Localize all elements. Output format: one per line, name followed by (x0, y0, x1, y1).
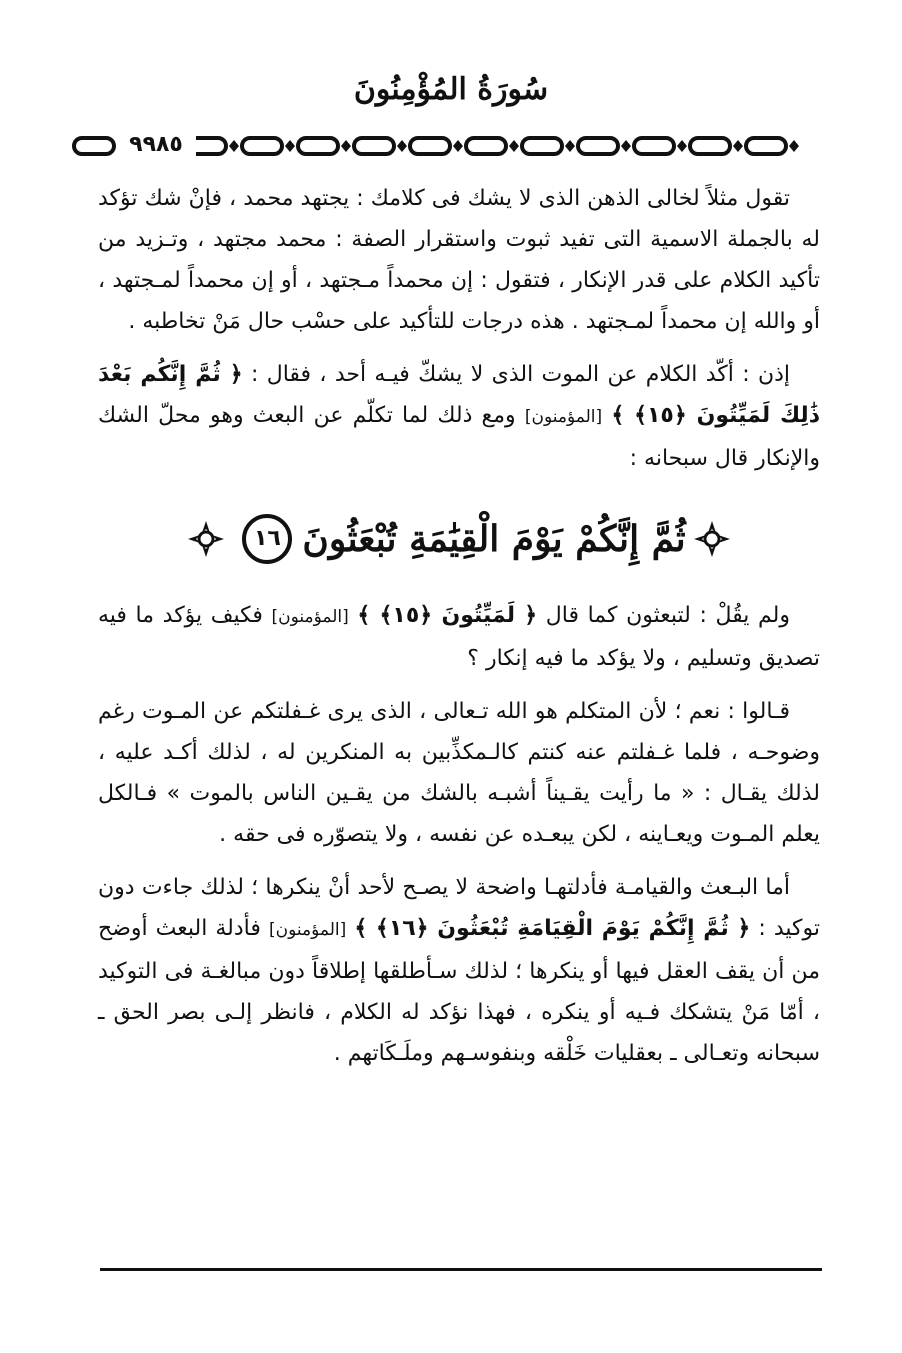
ornament-oval (690, 138, 730, 154)
floral-ornament-icon (692, 519, 732, 559)
verse-block (98, 491, 820, 587)
ornament-diamond (621, 140, 631, 152)
paragraph-5 (98, 867, 820, 1074)
paragraph-4-text: قـالوا : نعم ؛ لأن المتكلم هو الله تـعالى ، الذى يرى غـفلتكم عن المـوت رغم وضوحـه ، فلما غـفلتم عنه كنتم كالـمكذِّبين به المنكرين له ، لذلك أكـد عليه ، لذلك يقـال : « ما رأيت يقـيناً أشبـه بالشك من يقـين الناس بالموت » فـالكل يعلم المـوت ويعـاينه ، لكن يبعـده عن نفسه ، ولا يتصوّره فى حقه . (98, 699, 820, 847)
verse-quote-16: ﴿ ثُمَّ إِنَّكُمْ يَوْمَ الْقِيَامَةِ تُبْعَثُونَ ﴿١٦﴾ ﴾ (354, 916, 751, 941)
ornament-oval (634, 138, 674, 154)
paragraph-5-text-b: فأدلة البعث أوضح من أن يقف العقل فيها أو ينكرها ؛ لذلك سـأطلقها إطلاقاً دون مبالغـة فى التوكيد ، أمّا مَنْ يتشكك فـيه أو ينكره ، فهذا نؤكد له الكلام ، فانظر إلـى بصر الحق ـ سبحانه وتعـالى ـ بعقليات خَلْقه وبنفوسـهم وملَـكَاتهم . (98, 916, 820, 1066)
paragraph-3-text-a: ولم يقُلْ : لتبعثون كما قال (545, 603, 790, 628)
ornament-oval (746, 138, 786, 154)
body-text (98, 178, 820, 1086)
ornament-diamond (397, 140, 407, 152)
page-number: ٩٩٨٥ (116, 131, 196, 159)
verse-quote-15: ﴿ ثُمَّ إِنَّكُم بَعْدَ ذَٰلِكَ لَمَيِّتُونَ ﴿١٥﴾ ﴾ (98, 362, 820, 428)
ornament-diamond (453, 140, 463, 152)
paragraph-4 (98, 691, 820, 855)
ornament-oval (466, 138, 506, 154)
ornament-diamond (677, 140, 687, 152)
paragraph-3 (98, 595, 820, 679)
bottom-rule (100, 1268, 822, 1271)
verse-quote-15-short: ﴿ لَمَيِّتُونَ ﴿١٥﴾ ﴾ (357, 603, 538, 628)
ornament-oval (578, 138, 618, 154)
ornament-diamond (285, 140, 295, 152)
ornament-oval (522, 138, 562, 154)
ornament-diamond (341, 140, 351, 152)
ornament-diamond (733, 140, 743, 152)
ornament-diamond (229, 140, 239, 152)
ornament-diamond (789, 140, 799, 152)
ornament-oval (242, 138, 282, 154)
ornament-oval (410, 138, 450, 154)
surah-reference: [المؤمنون] (268, 920, 347, 940)
paragraph-3-text-b: فكيف يؤكد ما فيه تصديق وتسليم ، ولا يؤكد ما فيه إنكار ؟ (98, 603, 820, 671)
ornament-diamond (565, 140, 575, 152)
floral-ornament-icon (186, 519, 226, 559)
paragraph-1-text: تقول مثلاً لخالى الذهن الذى لا يشك فى كلامك : يجتهد محمد ، فإنْ شك تؤكد له بالجملة الاسمية التى تفيد ثبوت واستقرار الصفة : محمد مجتهد ، وتـزيد من تأكيد الكلام على قدر الإنكار ، فتقول : إن محمداً مـجتهد ، أو إن محمداً لمـجتهد ، أو والله إن محمداً لمـجتهد . هذه درجات للتأكيد على حسْب حال مَنْ تخاطبه . (98, 186, 820, 334)
ornament-diamond (509, 140, 519, 152)
verse-text: ثُمَّ إِنَّكُمْ يَوْمَ الْقِيَٰمَةِ تُبْعَثُونَ (302, 517, 686, 560)
ornament-oval (354, 138, 394, 154)
surah-title: سُورَةُ المُؤْمِنُونَ (353, 72, 549, 107)
surah-reference: [المؤمنون] (271, 607, 349, 627)
paragraph-1 (98, 178, 820, 342)
paragraph-2-text-b: ومع ذلك لما تكلّم عن البعث وهو محلّ الشك والإنكار قال سبحانه : (98, 403, 820, 471)
ornament-oval (298, 138, 338, 154)
paragraph-2 (98, 354, 820, 479)
ornament-oval (74, 138, 114, 154)
verse-number-badge: ١٦ (242, 514, 292, 564)
paragraph-2-text-a: إذن : أكّد الكلام عن الموت الذى لا يشكّ فيـه أحد ، فقال : (250, 362, 791, 387)
paragraph-5-text-a: أما البـعث والقيامـة فأدلتهـا واضحة لا يصـح لأحد أنْ ينكرها ؛ لذلك جاءت دون توكيد : (98, 875, 820, 941)
surah-reference: [المؤمنون] (524, 407, 603, 427)
